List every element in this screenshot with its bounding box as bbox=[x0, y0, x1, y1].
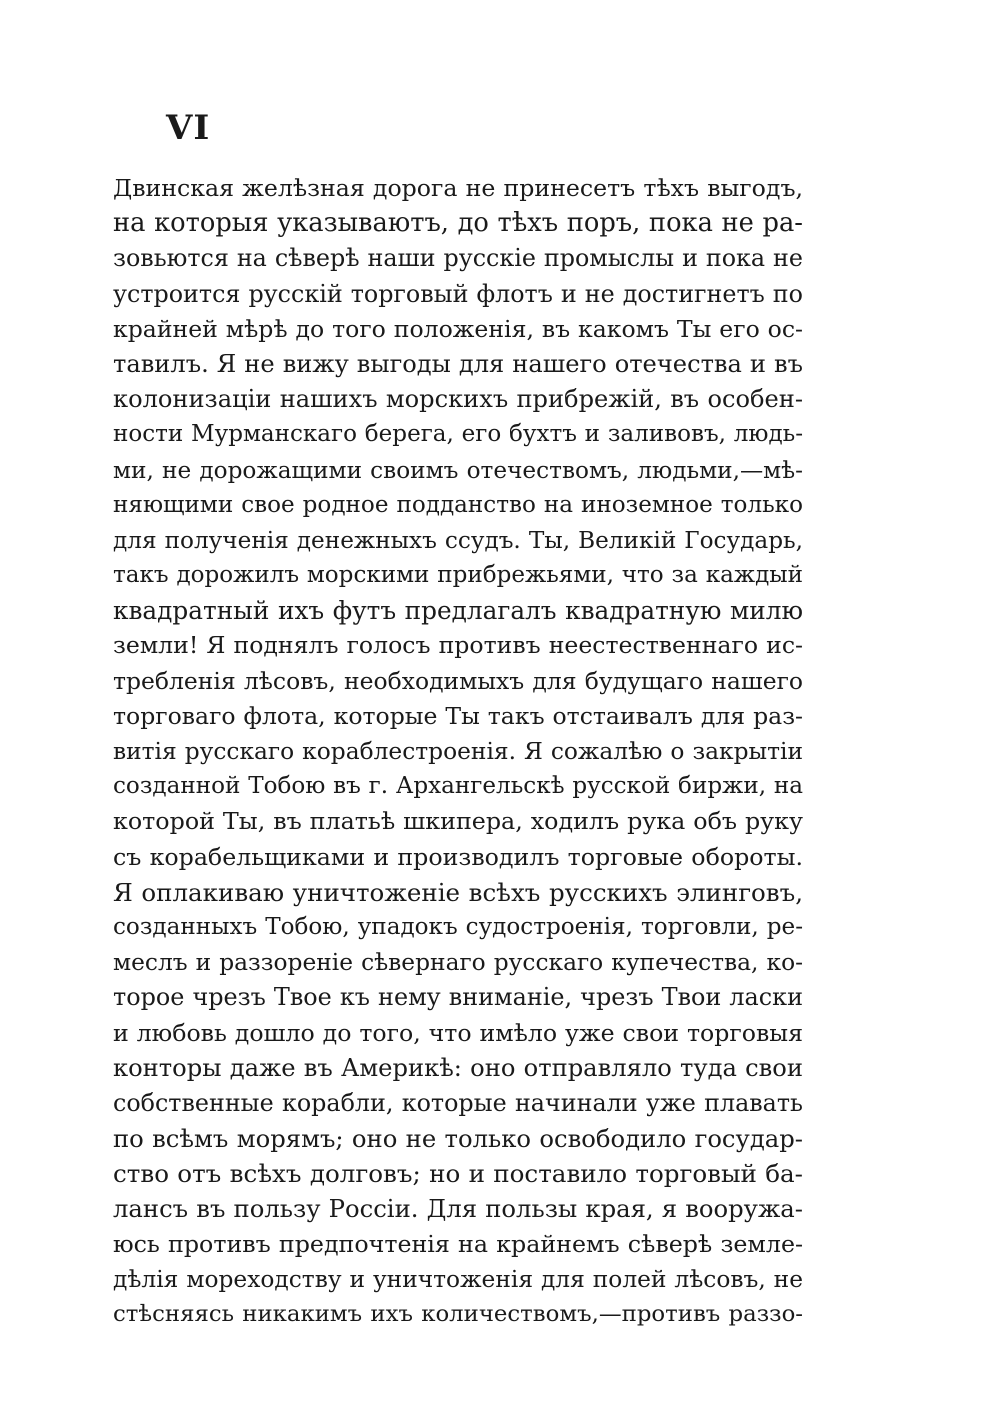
text-line: витія русскаго кораблестроенія. Я сожалѣю о закрытіи bbox=[113, 738, 803, 765]
text-line: и любовь дошло до того, что имѣло уже свои торговыя bbox=[113, 1018, 803, 1047]
text-line: торговаго флота, которые Ты такъ отстаивалъ для раз- bbox=[113, 701, 803, 730]
text-line: конторы даже въ Америкѣ: оно отправляло туда свои bbox=[113, 1053, 803, 1082]
text-line: съ корабельщиками и производилъ торговые обороты. bbox=[113, 842, 803, 871]
page-number: VI bbox=[166, 108, 211, 148]
text-line: зовьются на сѣверѣ наши русскіе промыслы и пока не bbox=[113, 244, 803, 273]
text-line: Я оплакиваю уничтоженіе всѣхъ русскихъ элинговъ, bbox=[113, 877, 803, 907]
text-line: на которыя указываютъ, до тѣхъ поръ, пока не ра- bbox=[113, 208, 803, 239]
body-text bbox=[113, 171, 803, 1332]
text-line: колонизаціи нашихъ морскихъ прибрежій, въ особен- bbox=[113, 385, 803, 414]
text-line: ности Мурманскаго берега, его бухтъ и заливовъ, людь- bbox=[113, 421, 803, 448]
text-line: торое чрезъ Твое къ нему вниманіе, чрезъ Твои ласки bbox=[113, 983, 803, 1012]
text-line: юсь противъ предпочтенія на крайнемъ сѣверѣ земле- bbox=[113, 1229, 803, 1258]
text-line: тавилъ. Я не вижу выгоды для нашего отечества и въ bbox=[113, 349, 803, 378]
text-line: созданной Тобою въ г. Архангельскѣ русской биржи, на bbox=[113, 773, 803, 800]
text-line: няющими свое родное подданство на иноземное только bbox=[113, 491, 803, 518]
text-line: требленія лѣсовъ, необходимыхъ для будущаго нашего bbox=[113, 666, 803, 695]
text-line: по всѣмъ морямъ; оно не только освободило государ- bbox=[113, 1124, 803, 1154]
text-line: ство отъ всѣхъ долговъ; но и поставило торговый ба- bbox=[113, 1159, 803, 1189]
text-line: собственные корабли, которые начинали уже плавать bbox=[113, 1088, 803, 1117]
text-line: лансъ въ пользу Россіи. Для пользы края, я вооружа- bbox=[113, 1194, 803, 1224]
text-line: ми, не дорожащими своимъ отечествомъ, людьми,—мѣ- bbox=[113, 456, 803, 484]
text-line: которой Ты, въ платьѣ шкипера, ходилъ рука объ руку bbox=[113, 807, 803, 836]
text-line: квадратный ихъ футъ предлагалъ квадратную милю bbox=[113, 596, 803, 626]
text-line: дѣлія мореходству и уничтоженія для полей лѣсовъ, не bbox=[113, 1265, 803, 1293]
text-line: Двинская желѣзная дорога не принесетъ тѣхъ выгодъ, bbox=[113, 174, 803, 202]
text-line: такъ дорожилъ морскими прибрежьями, что за каждый bbox=[113, 562, 803, 589]
text-line: созданныхъ Тобою, упадокъ судостроенія, торговли, ре- bbox=[113, 913, 803, 940]
text-line: крайней мѣрѣ до того положенія, въ какомъ Ты его ос- bbox=[113, 314, 803, 343]
text-line: стѣсняясь никакимъ ихъ количествомъ,—противъ раззо- bbox=[113, 1301, 803, 1327]
text-line: устроится русскій торговый флотъ и не достигнетъ по bbox=[113, 279, 803, 308]
text-line: меслъ и раззореніе сѣвернаго русскаго купечества, ко- bbox=[113, 949, 803, 977]
text-line: земли! Я поднялъ голосъ противъ неестественнаго ис- bbox=[113, 631, 803, 660]
text-line: для полученія денежныхъ ссудъ. Ты, Великій Государь, bbox=[113, 526, 803, 554]
